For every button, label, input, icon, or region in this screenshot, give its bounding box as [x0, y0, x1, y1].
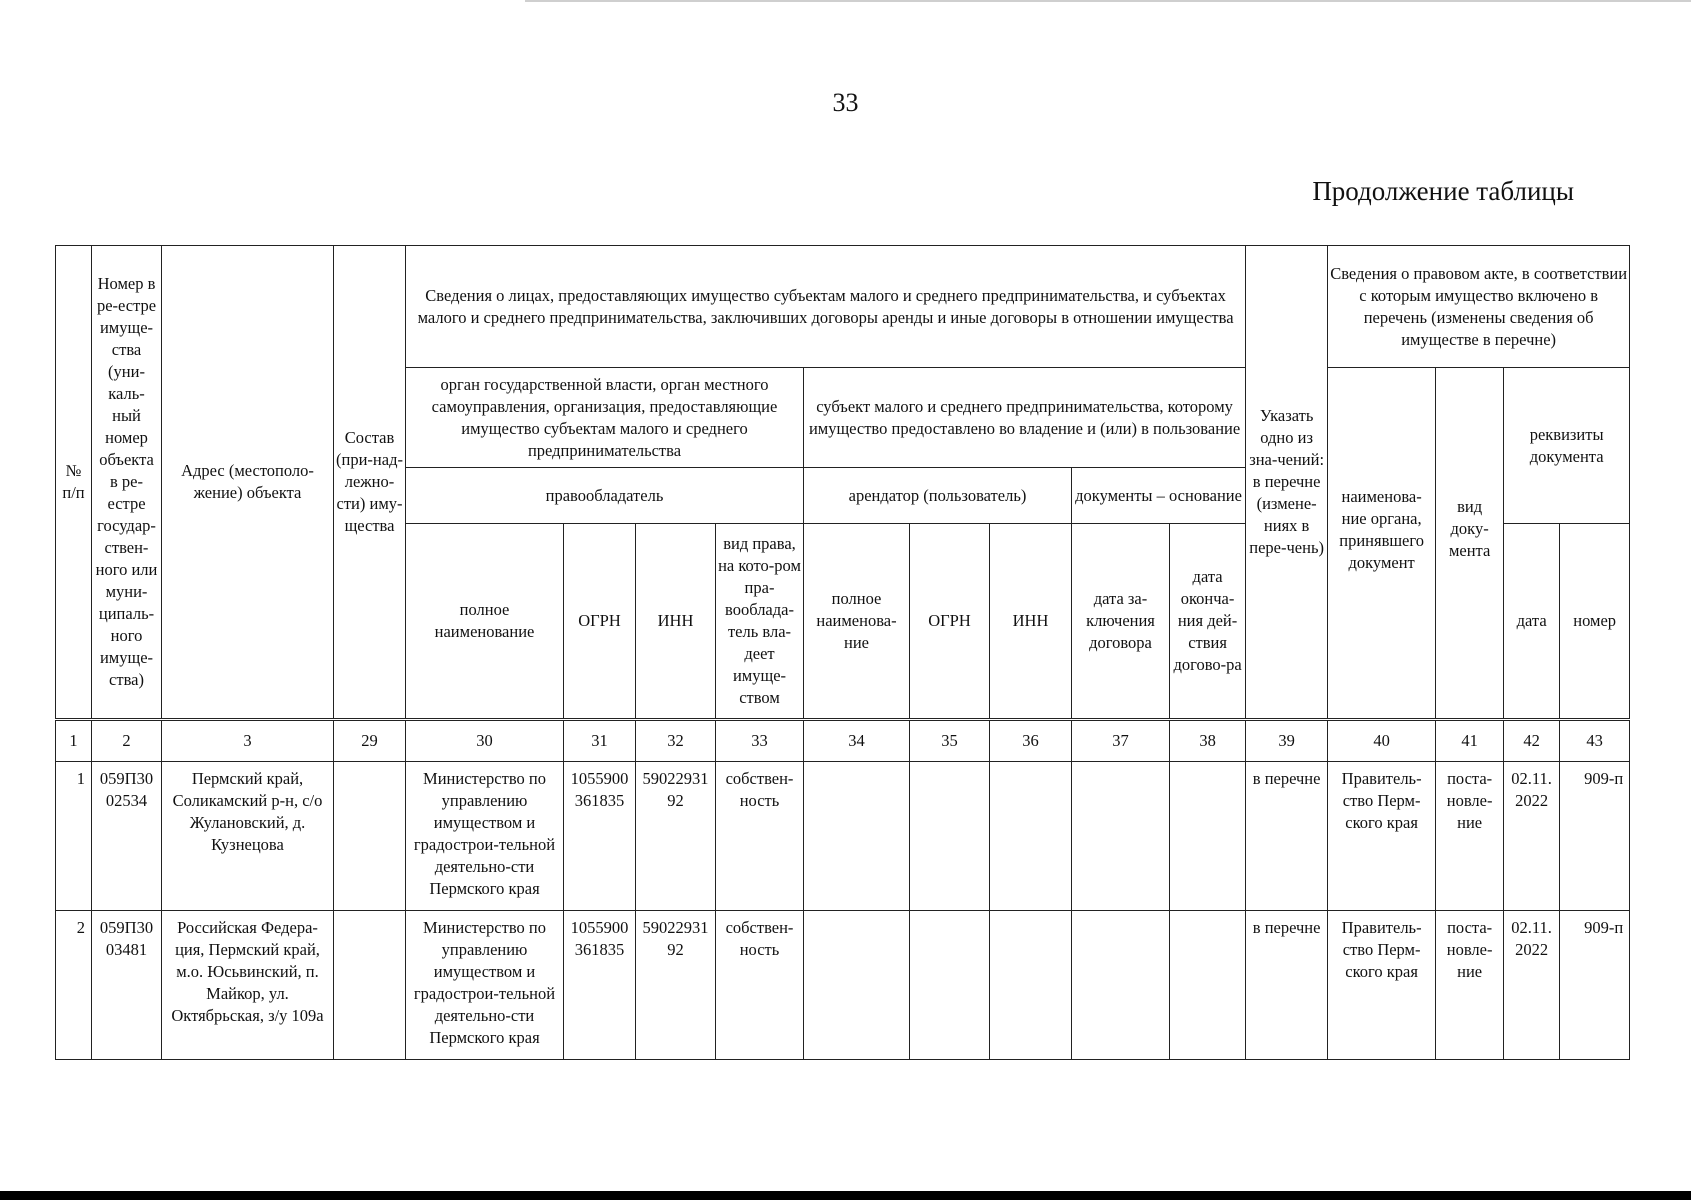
header-indicate-value: Указать одно из зна-чений: в перечне (измене-ниях в пере-чень) [1246, 246, 1328, 720]
row-document-number: 909-п [1560, 762, 1630, 911]
header-tenant: арендатор (пользователь) [804, 468, 1072, 524]
row-owner-inn: 59022931 92 [636, 762, 716, 911]
column-number: 30 [406, 720, 564, 762]
header-authority-subgroup: орган государственной власти, орган местного самоуправления, организация, предоставляющие имущество субъектам малого и среднего предпринимательства [406, 368, 804, 468]
column-number: 40 [1328, 720, 1436, 762]
row-issuing-body: Правитель-ство Перм-ского края [1328, 762, 1436, 911]
page-number: 33 [832, 88, 859, 117]
column-number: 37 [1072, 720, 1170, 762]
column-number: 36 [990, 720, 1072, 762]
row-contract-date [1072, 762, 1170, 911]
header-tenant-full-name: полное наименова-ние [804, 524, 910, 720]
header-contract-end: дата оконча-ния дей-ствия догово-ра [1170, 524, 1246, 720]
row-document-date: 02.11. 2022 [1504, 762, 1560, 911]
column-number: 29 [334, 720, 406, 762]
header-legal-act-group: Сведения о правовом акте, в соответствии с которым имущество включено в перечень (изменены сведения об имуществе в перечне) [1328, 246, 1630, 368]
row-tenant-inn [990, 762, 1072, 911]
row-contract-end [1170, 762, 1246, 911]
column-number: 32 [636, 720, 716, 762]
row-address: Пермский край, Соликамский р-н, с/о Жулановский, д. Кузнецова [162, 762, 334, 911]
row-tenant-name [804, 762, 910, 911]
column-number: 38 [1170, 720, 1246, 762]
header-composition: Состав (при-над-лежно-сти) иму-щества [334, 246, 406, 720]
row-contract-date [1072, 911, 1170, 1060]
header-issuing-body: наименова-ние органа, принявшего документ [1328, 368, 1436, 720]
header-documents-basis: документы – основание [1072, 468, 1246, 524]
row-registry-number: 059П30 02534 [92, 762, 162, 911]
column-number: 43 [1560, 720, 1630, 762]
header-tenant-inn: ИНН [990, 524, 1072, 720]
column-number: 31 [564, 720, 636, 762]
row-owner-inn: 59022931 92 [636, 911, 716, 1060]
header-document-requisites: реквизиты документа [1504, 368, 1630, 524]
column-number: 41 [1436, 720, 1504, 762]
row-owner-ogrn: 1055900 361835 [564, 911, 636, 1060]
row-tenant-inn [990, 911, 1072, 1060]
row-address: Российская Федера-ция, Пермский край, м.о. Юсьвинский, п. Майкор, ул. Октябрьская, з/у 109а [162, 911, 334, 1060]
row-document-type: поста-новле-ние [1436, 911, 1504, 1060]
column-number: 2 [92, 720, 162, 762]
table-row [56, 762, 1630, 911]
header-no: № п/п [56, 246, 92, 720]
row-no: 1 [56, 762, 92, 911]
header-document-date: дата [1504, 524, 1560, 720]
row-contract-end [1170, 911, 1246, 1060]
row-registry-number: 059П30 03481 [92, 911, 162, 1060]
column-number: 35 [910, 720, 990, 762]
property-registry-table [55, 245, 1630, 1060]
row-right-type: собствен-ность [716, 911, 804, 1060]
header-document-number: номер [1560, 524, 1630, 720]
row-indicate: в перечне [1246, 911, 1328, 1060]
header-owner-ogrn: ОГРН [564, 524, 636, 720]
header-persons-group: Сведения о лицах, предоставляющих имущество субъектам малого и среднего предпринимательства, и субъектах малого и среднего предпринимательства, заключивших договоры аренды и иные договоры в отношении имущества [406, 246, 1246, 368]
row-composition [334, 911, 406, 1060]
column-number-row [56, 720, 1630, 762]
header-address: Адрес (местополо-жение) объекта [162, 246, 334, 720]
row-owner-ogrn: 1055900 361835 [564, 762, 636, 911]
column-number: 42 [1504, 720, 1560, 762]
column-number: 34 [804, 720, 910, 762]
header-owner-inn: ИНН [636, 524, 716, 720]
table-continuation-caption: Продолжение таблицы [1312, 176, 1574, 206]
header-owner-full-name: полное наименование [406, 524, 564, 720]
table-row [56, 911, 1630, 1060]
header-owner: правообладатель [406, 468, 804, 524]
row-issuing-body: Правитель-ство Перм-ского края [1328, 911, 1436, 1060]
header-document-type: вид доку-мента [1436, 368, 1504, 720]
row-document-date: 02.11. 2022 [1504, 911, 1560, 1060]
top-scan-rule [525, 0, 1691, 2]
column-number: 39 [1246, 720, 1328, 762]
column-number: 33 [716, 720, 804, 762]
row-no: 2 [56, 911, 92, 1060]
bottom-scan-edge [0, 1191, 1691, 1200]
header-sme-subgroup: субъект малого и среднего предпринимательства, которому имущество предоставлено во владение и (или) в пользование [804, 368, 1246, 468]
column-number: 1 [56, 720, 92, 762]
row-document-number: 909-п [1560, 911, 1630, 1060]
row-owner-name: Министерство по управлению имуществом и градострои-тельной деятельно-сти Пермского края [406, 762, 564, 911]
header-tenant-ogrn: ОГРН [910, 524, 990, 720]
row-tenant-ogrn [910, 762, 990, 911]
row-tenant-ogrn [910, 911, 990, 1060]
header-contract-date: дата за-ключения договора [1072, 524, 1170, 720]
header-right-type: вид права, на кото-ром пра-вооблада-тель вла-деет имуще-ством [716, 524, 804, 720]
row-owner-name: Министерство по управлению имуществом и градострои-тельной деятельно-сти Пермского края [406, 911, 564, 1060]
row-indicate: в перечне [1246, 762, 1328, 911]
row-right-type: собствен-ность [716, 762, 804, 911]
header-registry-number: Номер в ре-естре имуще-ства (уни-каль-ный номер объекта в ре-естре государ-ствен-ного или муни-ципаль-ного имуще-ства) [92, 246, 162, 720]
row-tenant-name [804, 911, 910, 1060]
column-number: 3 [162, 720, 334, 762]
row-composition [334, 762, 406, 911]
row-document-type: поста-новле-ние [1436, 762, 1504, 911]
